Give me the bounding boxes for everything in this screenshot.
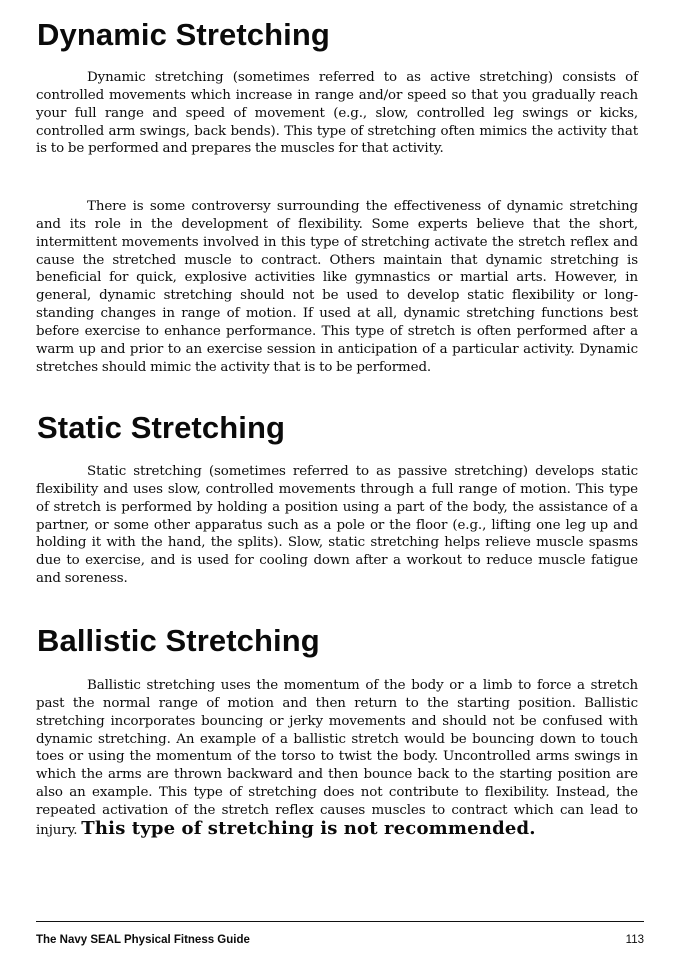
not-recommended-emphasis: This type of stretching is not recommended. xyxy=(81,817,536,839)
dynamic-stretching-paragraph-1: Dynamic stretching (sometimes referred to as active stretching) consists of controlled movements which increase in range and/or speed so that you gradually reach your full range and speed of movement (e.g., slow, controlled leg swings or kicks, controlled arm swings, back bends). This type of stretching often mimics the activity that is to be performed and prepares the muscles for that activity. xyxy=(36,70,638,157)
ballistic-stretching-body-text: Ballistic stretching uses the momentum of the body or a limb to force a stretch past the normal range of motion and then return to the starting position. Ballistic stretching incorporates bouncing or jerky movements and should not be confused with dynamic stretching. An example of a ballistic stretch would be bouncing down to touch toes or using the momentum of the torso to twist the body. Uncontrolled arms swings in which the arms are thrown backward and then bounce back to the starting position are also an example. This type of stretching does not contribute to flexibility. Instead, the repeated activation of the stretch reflex causes muscles to contract which can lead to injury. xyxy=(36,678,638,838)
ballistic-stretching-paragraph xyxy=(36,677,638,840)
footer-book-title: The Navy SEAL Physical Fitness Guide xyxy=(36,934,250,946)
dynamic-stretching-paragraph-2: There is some controversy surrounding the effectiveness of dynamic stretching and its role in the development of flexibility. Some experts believe that the short, intermittent movements involved in this type of stretching activate the stretch reflex and cause the stretched muscle to contract. Others maintain that dynamic stretching is beneficial for quick, explosive activities like gymnastics or martial arts. However, in general, dynamic stretching should not be used to develop static flexibility or long-standing changes in range of motion. If used at all, dynamic stretching functions best before exercise to enhance performance. This type of stretch is often performed after a warm up and prior to an exercise session in anticipation of a particular activity. Dynamic stretches should mimic the activity that is to be performed. xyxy=(36,199,638,375)
page-number: 113 xyxy=(625,934,644,946)
heading-static-stretching: Static Stretching xyxy=(37,410,286,445)
heading-ballistic-stretching: Ballistic Stretching xyxy=(37,623,320,658)
footer-divider xyxy=(36,921,644,922)
static-stretching-paragraph: Static stretching (sometimes referred to as passive stretching) develops static flexibility and uses slow, controlled movements through a full range of motion. This type of stretch is performed by holding a position using a part of the body, the assistance of a partner, or some other apparatus such as a pole or the floor (e.g., lifting one leg up and holding it with the hand, the splits). Slow, static stretching helps relieve muscle spasms due to exercise, and is used for cooling down after a workout to reduce muscle fatigue and soreness. xyxy=(36,464,638,587)
heading-dynamic-stretching: Dynamic Stretching xyxy=(37,17,330,52)
